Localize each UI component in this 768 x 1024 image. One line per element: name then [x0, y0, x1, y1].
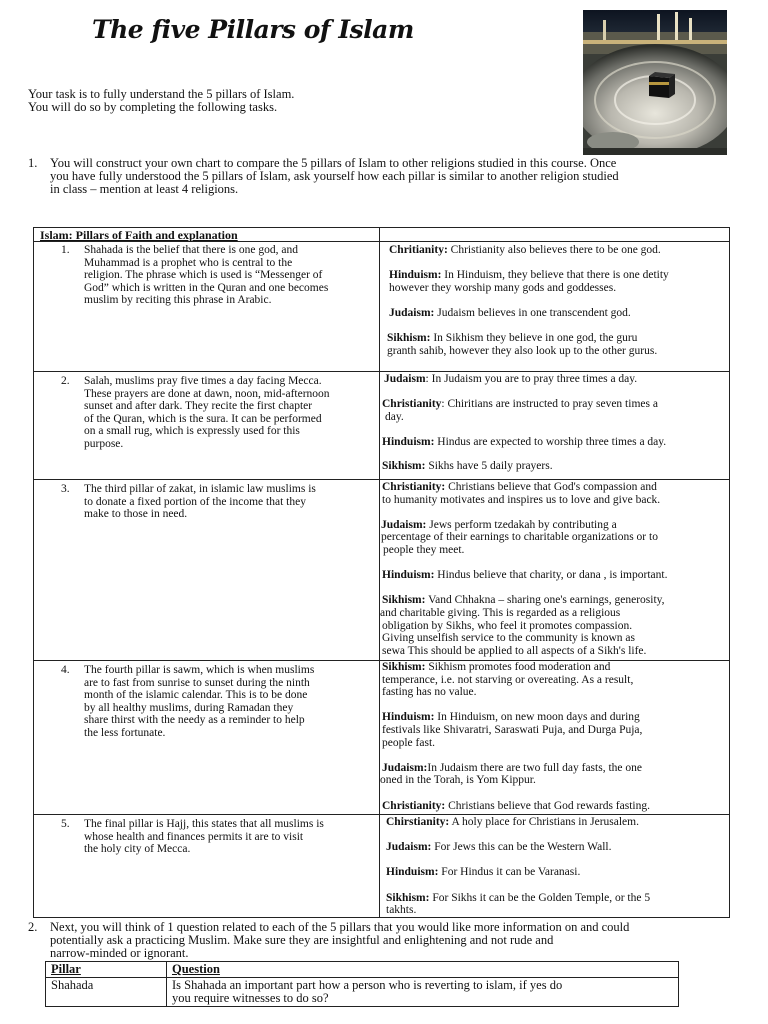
- religion-text: granth sahib, however they also look up to the other gurus.: [387, 344, 658, 357]
- religion-name: Sikhism:: [382, 661, 426, 673]
- religion-comparison: [380, 269, 729, 294]
- pillar-line: Muhammad is a prophet who is central to the: [84, 256, 293, 269]
- religion-text: In Sikhism they believe in one god, the guru: [430, 332, 638, 345]
- pillar-column-header: Pillar: [46, 962, 167, 978]
- intro-line: Your task is to fully understand the 5 pillars of Islam.: [28, 87, 295, 101]
- pillar-cell: [34, 372, 380, 480]
- pillar-line: by all healthy muslims, during Ramadan they: [84, 701, 294, 714]
- religion-text: For Hindus it can be Varanasi.: [438, 866, 581, 879]
- religion-name: Sikhism:: [382, 594, 426, 607]
- pillar-line: God” which is written in the Quran and one becomes: [84, 281, 329, 294]
- table-header-cell-empty: [380, 228, 730, 242]
- religion-name: Chritianity:: [389, 244, 448, 256]
- table-row: [34, 242, 730, 372]
- religion-text: Judaism believes in one transcendent god.: [434, 306, 631, 319]
- pillar-line: The third pillar of zakat, in islamic law muslims is: [84, 483, 316, 495]
- religion-comparison: [380, 866, 729, 879]
- comparison-cell: [380, 480, 730, 661]
- task-line: Next, you will think of 1 question related to each of the 5 pillars that you would like more information on and could: [50, 920, 630, 934]
- religion-text: Christianity also believes there to be one god.: [447, 244, 661, 256]
- task-line: potentially ask a practicing Muslim. Make sure they are insightful and enlightening and not rude and: [50, 933, 554, 947]
- religion-text: temperance, i.e. not starving or overeating. As a result,: [382, 673, 634, 686]
- task-number: 1.: [28, 156, 38, 170]
- religion-comparison: [380, 519, 729, 557]
- religion-name: Chirstianity:: [386, 816, 450, 828]
- pillar-line: share thirst with the needy as a reminder to help: [84, 714, 305, 727]
- religion-name: Christianity: [382, 398, 442, 411]
- religion-text: Sikhism promotes food moderation and: [425, 661, 611, 673]
- pillar-cell: [34, 480, 380, 661]
- pillar-line: the holy city of Mecca.: [84, 843, 191, 856]
- religion-name: Hinduism:: [386, 866, 439, 879]
- pillar-line: are to fast from sunrise to sunset during the ninth: [84, 676, 310, 689]
- table-row: [34, 815, 730, 918]
- religion-comparison: [380, 841, 729, 854]
- religion-text: festivals like Shivaratri, Saraswati Puja, and Durga Puja,: [382, 723, 643, 736]
- questions-header-row: [46, 962, 679, 978]
- religion-text: oned in the Torah, is Yom Kippur.: [380, 774, 536, 787]
- intro-text: [28, 88, 568, 114]
- religion-name: Christianity:: [382, 799, 446, 812]
- religion-text: people they meet.: [383, 543, 465, 556]
- comparison-cell: [380, 661, 730, 815]
- mecca-kaaba-photo: [583, 10, 727, 155]
- religion-text: In Judaism there are two full day fasts, the one: [427, 761, 642, 774]
- religion-text: Giving unselfish service to the community is known as: [382, 632, 635, 645]
- pillar-line: sunset and after dark. They recite the first chapter: [84, 400, 313, 413]
- religion-text: sewa This should be applied to all aspects of a Sikh's life.: [382, 644, 647, 657]
- question-column-header: Question: [167, 962, 679, 978]
- religion-text: : Chiritians are instructed to pray seven times a: [441, 398, 658, 411]
- religion-text: A holy place for Christians in Jerusalem.: [449, 816, 639, 828]
- religion-text: For Jews this can be the Western Wall.: [431, 841, 612, 854]
- religion-text: Sikhs have 5 daily prayers.: [425, 459, 553, 472]
- religion-name: Hinduism:: [382, 435, 435, 448]
- pillar-number: 5.: [61, 818, 70, 830]
- question-cell: [167, 978, 679, 1007]
- religion-text: Vand Chhakna – sharing one's earnings, generosity,: [425, 594, 665, 607]
- comparison-cell: [380, 372, 730, 480]
- religion-comparison: [380, 373, 729, 386]
- question-line: Is Shahada an important part how a person who is reverting to islam, if yes do: [172, 978, 563, 992]
- task-line: You will construct your own chart to compare the 5 pillars of Islam to other religions studied in this course. Once: [50, 156, 617, 170]
- questions-table: [45, 961, 679, 1007]
- religion-text: Christians believe that God rewards fasting.: [445, 799, 650, 812]
- religion-text: however they worship many gods and goddesses.: [389, 281, 617, 294]
- comparison-cell: [380, 242, 730, 372]
- religion-name: Sikhism:: [382, 459, 426, 472]
- pillar-cell: [34, 661, 380, 815]
- pillar-number: 1.: [61, 244, 70, 256]
- religion-comparison: [380, 892, 729, 917]
- religion-comparison: [380, 762, 729, 787]
- task-line: narrow-minded or ignorant.: [50, 946, 189, 960]
- comparison-cell: [380, 815, 730, 918]
- religion-text: day.: [385, 410, 404, 423]
- religion-text: takhts.: [386, 904, 417, 917]
- pillar-line: religion. The phrase which is used is “Messenger of: [84, 269, 323, 282]
- table-header-cell: [34, 228, 380, 242]
- pillars-comparison-table: [33, 227, 730, 918]
- religion-name: Hinduism:: [382, 711, 435, 724]
- religion-text: Christians believe that God's compassion and: [445, 481, 657, 493]
- religion-name: Christianity:: [382, 481, 446, 493]
- pillar-name-cell: Shahada: [46, 978, 167, 1007]
- religion-text: fasting has no value.: [382, 686, 477, 699]
- intro-line: You will do so by completing the following tasks.: [28, 100, 278, 114]
- pillar-number: 2.: [61, 375, 70, 387]
- religion-text: In Hinduism, they believe that there is one detity: [441, 269, 669, 282]
- document-title: The five Pillars of Islam: [92, 15, 414, 44]
- religion-comparison: [380, 816, 729, 829]
- pillar-line: These prayers are done at dawn, noon, mid-afternoon: [84, 387, 330, 400]
- pillar-number: 4.: [61, 664, 70, 676]
- religion-name: Judaism:: [381, 518, 427, 531]
- table-row: [34, 480, 730, 661]
- task-line: you have fully understood the 5 pillars of Islam, ask yourself how each pillar is similar to another religion studied: [50, 169, 619, 183]
- religion-text: percentage of their earnings to charitable organizations or to: [381, 531, 658, 544]
- pillar-line: month of the islamic calendar. This is to be done: [84, 689, 308, 702]
- task-line: in class – mention at least 4 religions.: [50, 182, 239, 196]
- religion-comparison: [380, 307, 729, 320]
- religion-text: : In Judaism you are to pray three times a day.: [425, 373, 638, 385]
- religion-text: people fast.: [382, 736, 436, 749]
- pillar-line: Salah, muslims pray five times a day facing Mecca.: [84, 375, 322, 387]
- religion-name: Hinduism:: [389, 269, 442, 282]
- religion-text: Hindus believe that charity, or dana , is important.: [434, 569, 668, 582]
- pillar-line: The fourth pillar is sawm, which is when muslims: [84, 664, 315, 676]
- pillar-line: purpose.: [84, 437, 124, 450]
- religion-comparison: [380, 460, 729, 473]
- religion-comparison: [380, 481, 729, 506]
- religion-text: to humanity motivates and inspires us to love and give back.: [382, 493, 661, 506]
- religion-comparison: [380, 244, 729, 257]
- table-header: Islam: Pillars of Faith and explanation: [40, 228, 238, 242]
- pillar-number: 3.: [61, 483, 70, 495]
- religion-comparison: [380, 711, 729, 749]
- table-header-row: [34, 228, 730, 242]
- religion-name: Sikhism:: [387, 332, 431, 345]
- pillar-line: The final pillar is Hajj, this states that all muslims is: [84, 818, 324, 830]
- religion-text: obligation by Sikhs, who feel it promotes compassion.: [382, 619, 633, 632]
- religion-comparison: [380, 594, 729, 657]
- pillar-cell: [34, 815, 380, 918]
- pillar-line: Shahada is the belief that there is one god, and: [84, 244, 298, 256]
- table-row: [34, 661, 730, 815]
- religion-comparison: [380, 398, 729, 423]
- religion-name: Judaism:: [382, 761, 428, 774]
- pillar-line: muslim by reciting this phrase in Arabic.: [84, 294, 272, 307]
- religion-name: Judaism:: [389, 306, 435, 319]
- pillar-line: whose health and finances permits it are to visit: [84, 830, 304, 843]
- question-line: you require witnesses to do so?: [172, 991, 329, 1005]
- religion-comparison: [380, 800, 729, 813]
- religion-name: Judaism: [384, 373, 426, 385]
- religion-text: and charitable giving. This is regarded as a religious: [380, 606, 621, 619]
- religion-text: In Hinduism, on new moon days and during: [434, 711, 640, 724]
- pillar-line: the less fortunate.: [84, 726, 166, 739]
- table-row: [46, 978, 679, 1007]
- pillar-line: to donate a fixed portion of the income that they: [84, 495, 306, 508]
- religion-comparison: [380, 661, 729, 699]
- pillar-line: of the Quran, which is the sura. It can be performed: [84, 412, 322, 425]
- religion-name: Judaism:: [386, 841, 432, 854]
- religion-text: Hindus are expected to worship three times a day.: [434, 435, 667, 448]
- table-row: [34, 372, 730, 480]
- religion-name: Sikhism:: [386, 891, 430, 904]
- pillar-cell: [34, 242, 380, 372]
- religion-text: For Sikhs it can be the Golden Temple, or the 5: [429, 891, 651, 904]
- pillar-line: on a small rug, which is expressly used for this: [84, 425, 300, 438]
- religion-name: Hinduism:: [382, 569, 435, 582]
- religion-comparison: [380, 332, 729, 357]
- religion-text: Jews perform tzedakah by contributing a: [426, 518, 617, 531]
- pillar-line: make to those in need.: [84, 508, 188, 521]
- task-number: 2.: [28, 920, 38, 934]
- religion-comparison: [380, 569, 729, 582]
- religion-comparison: [380, 436, 729, 449]
